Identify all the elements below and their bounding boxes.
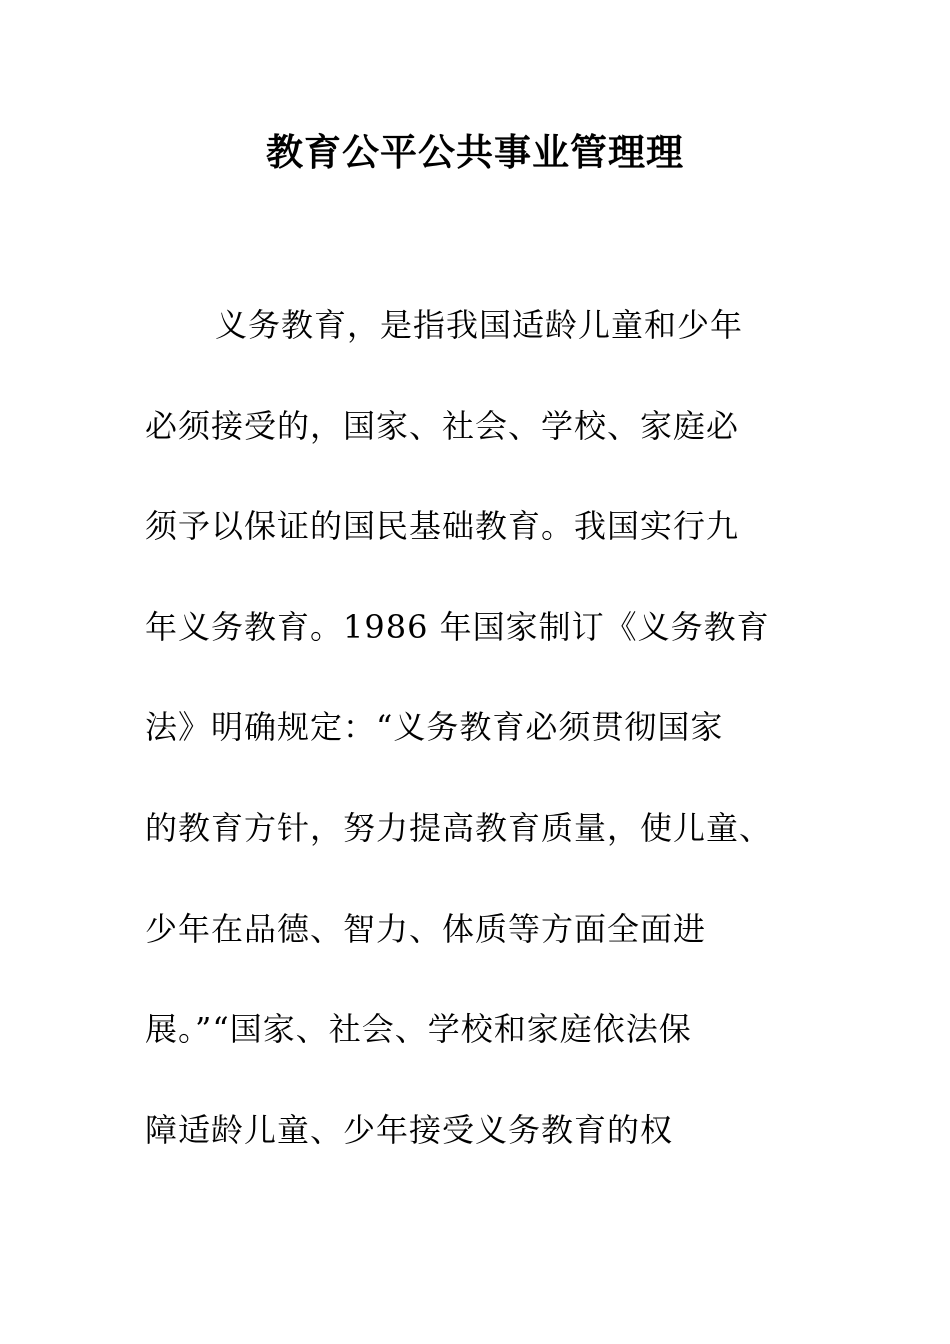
paragraph-line: 必须接受的，国家、社会、学校、家庭必: [145, 406, 740, 445]
paragraph-line: 的教育方针，努力提高教育质量，使儿童、: [145, 808, 773, 847]
paragraph-line: 展。”“国家、社会、学校和家庭依法保: [145, 1010, 692, 1049]
document-body: [145, 300, 815, 1205]
paragraph-line: 须予以保证的国民基础教育。我国实行九: [145, 507, 740, 546]
paragraph-line: 年义务教育。1986 年国家制订《义务教育: [145, 607, 770, 646]
document-title: 教育公平公共事业管理理: [266, 131, 684, 174]
paragraph-line: 少年在品德、智力、体质等方面全面进: [145, 909, 707, 948]
paragraph-line: 障适龄儿童、少年接受义务教育的权: [145, 1110, 674, 1149]
paragraph-line: 法》明确规定：“义务教育必须贯彻国家: [145, 708, 724, 747]
paragraph-line: 义务教育，是指我国适龄儿童和少年: [215, 306, 744, 344]
